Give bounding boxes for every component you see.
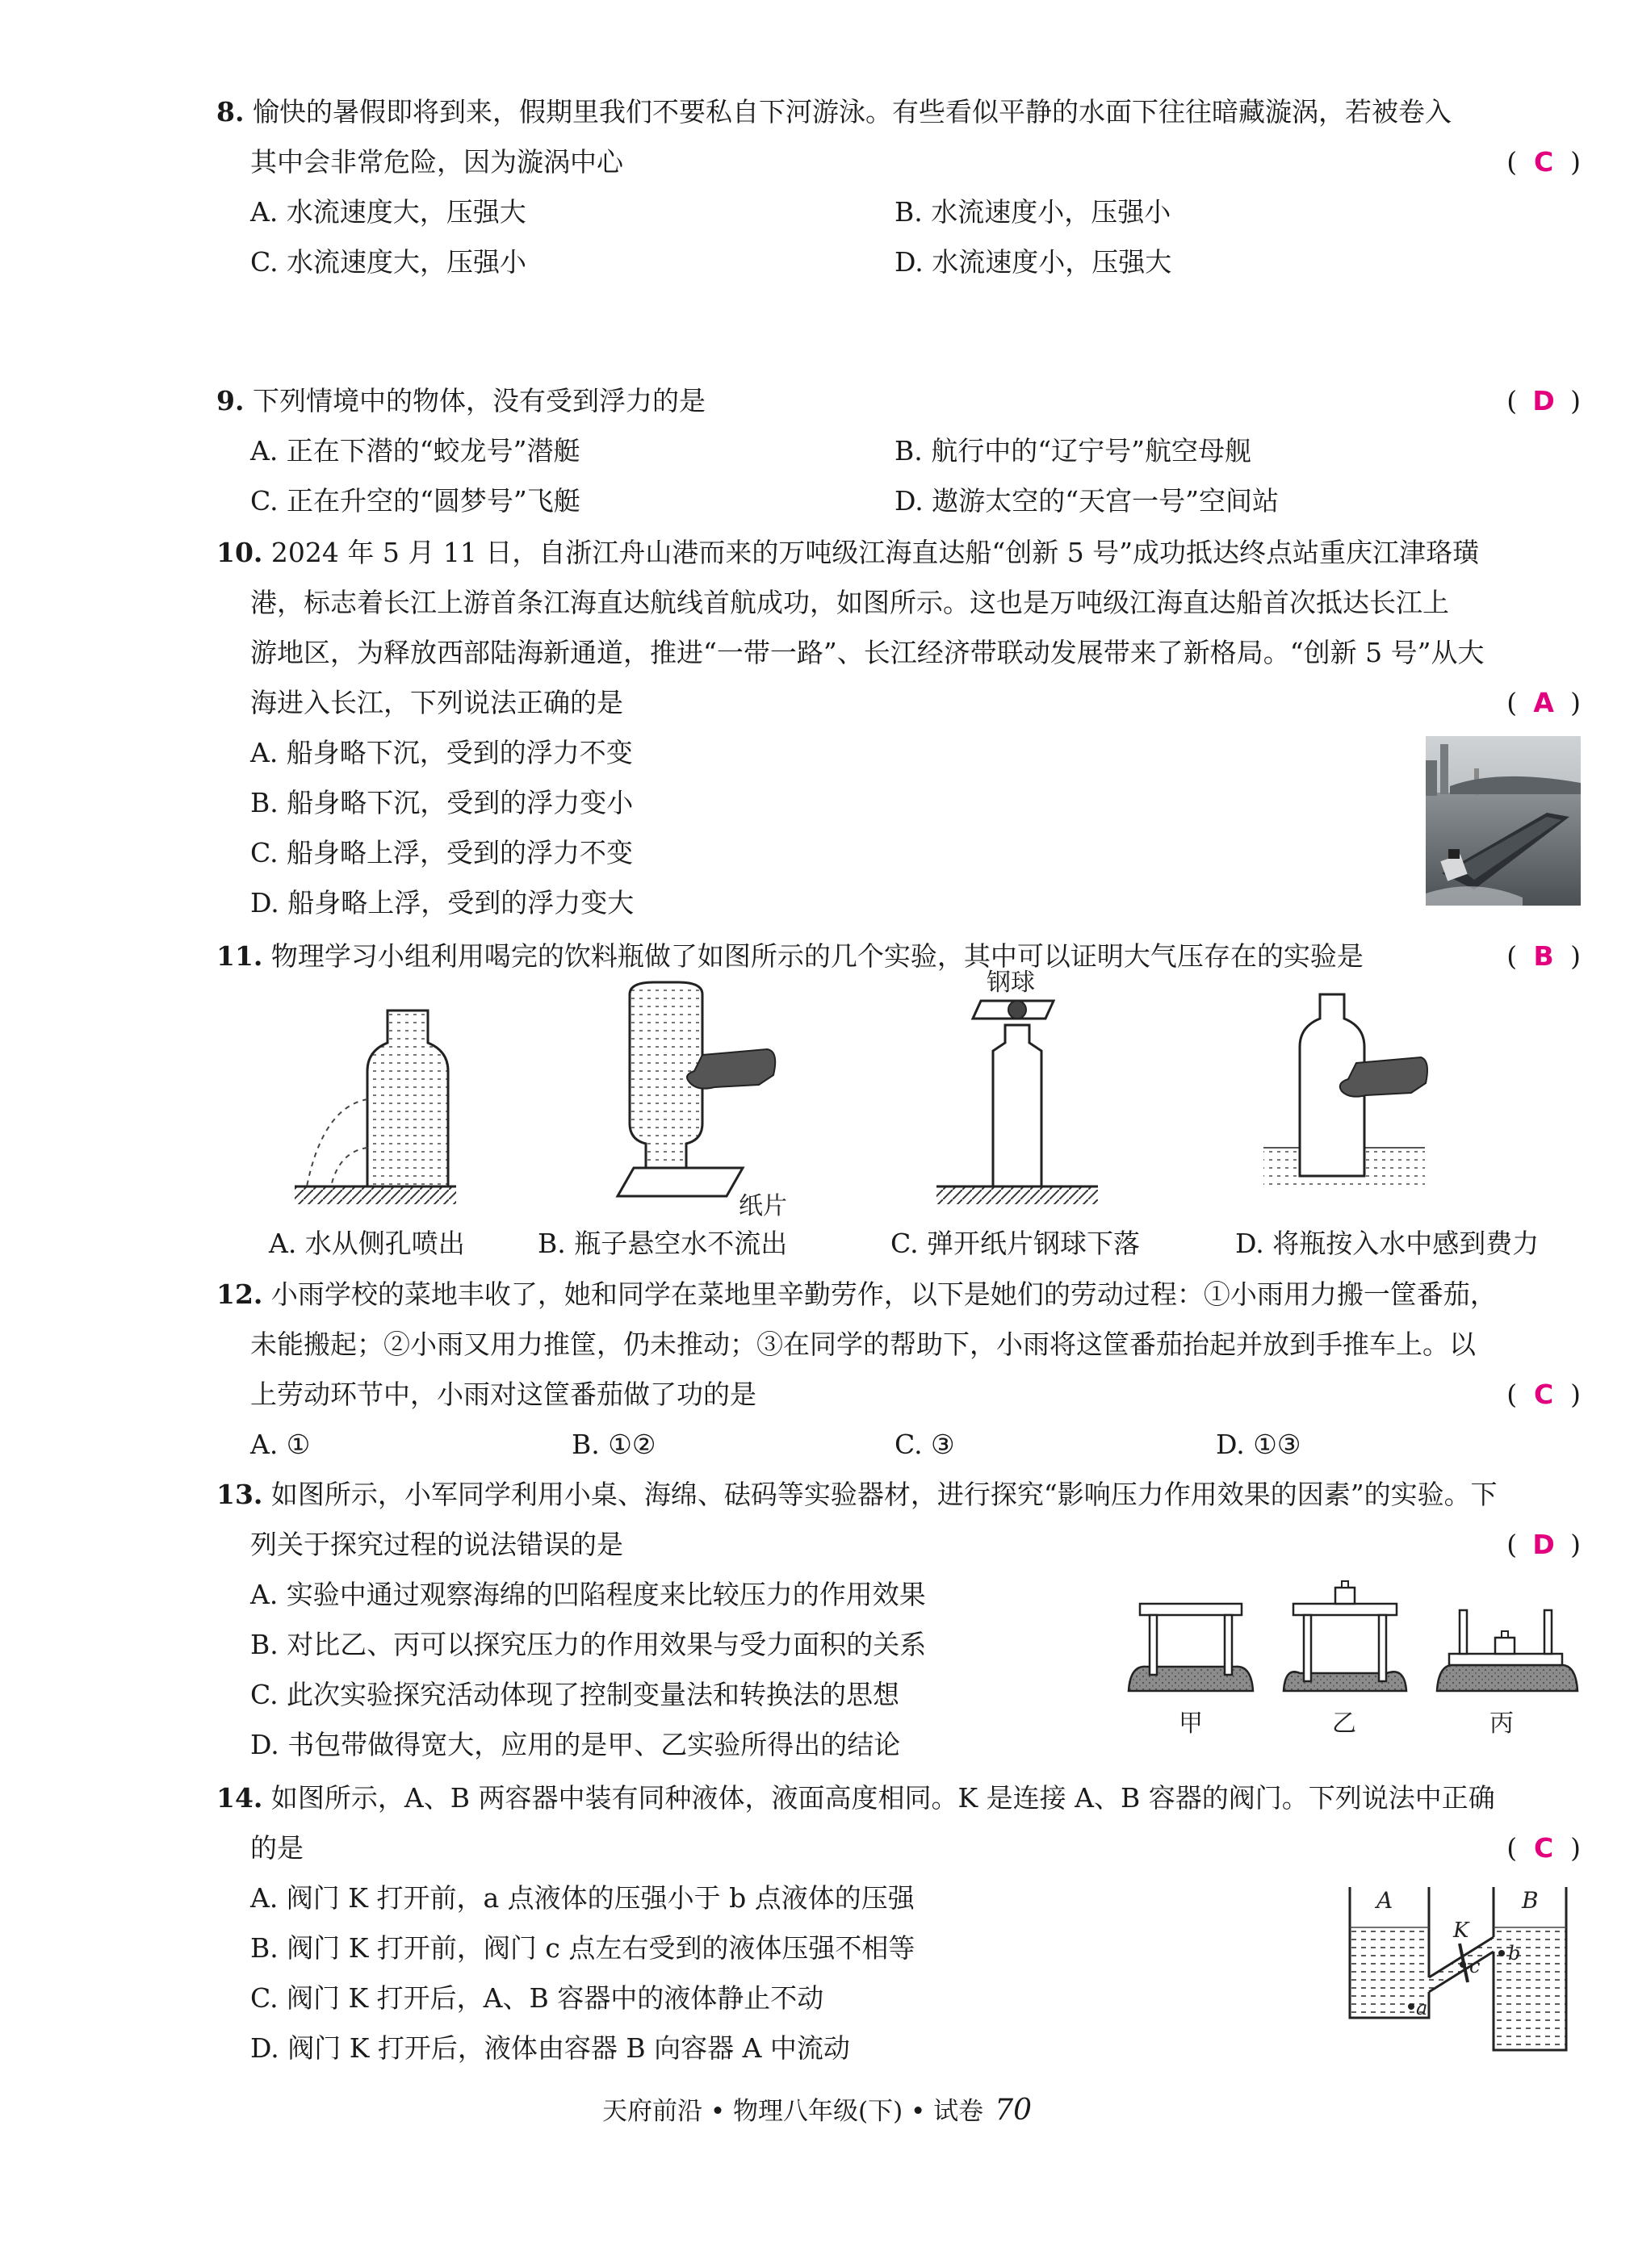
question-number: 12. [216, 1278, 263, 1310]
answer-letter: D [1532, 385, 1555, 416]
question-text: 未能搬起；②小雨又用力推筐，仍未推动；③在同学的帮助下，小雨将这筐番茄抬起并放到手推车上。以 [250, 1329, 1476, 1360]
option-b: B. 航行中的“辽宁号”航空母舰 [895, 435, 1251, 467]
option-a: A. 水流速度大，压强大 [250, 196, 526, 228]
option-a: A. 水从侧孔喷出 [269, 1228, 465, 1259]
question-text: 上劳动环节中，小雨对这筐番茄做了功的是 [250, 1379, 756, 1410]
answer-bracket: ( D ) [1506, 1520, 1581, 1570]
question-text: 愉快的暑假即将到来，假期里我们不要私自下河游泳。有些看似平静的水面下往往暗藏漩涡，若被卷入 [252, 96, 1452, 128]
bottle-side-hole [295, 1011, 456, 1204]
option-c: C. 水流速度大，压强小 [250, 246, 527, 278]
option-c: C. 正在升空的“圆梦号”飞艇 [250, 485, 580, 517]
label-jia: 甲 [1179, 1709, 1203, 1738]
bottle-steel-ball [936, 1001, 1098, 1204]
answer-bracket: ( C ) [1506, 1823, 1581, 1873]
option-a: A. 船身略下沉，受到的浮力不变 [250, 737, 633, 768]
answer-bracket: ( B ) [1506, 931, 1581, 981]
option-d: D. 遨游太空的“天宫一号”空间站 [895, 485, 1280, 517]
option-c: C. 阀门 K 打开后，A、B 容器中的液体静止不动 [250, 1982, 824, 2014]
answer-bracket: ( C ) [1506, 137, 1581, 187]
setup-bing [1437, 1610, 1577, 1691]
question-8 [216, 87, 1581, 287]
option-a: A. 阀门 K 打开前，a 点液体的压强小于 b 点液体的压强 [250, 1882, 915, 1914]
option-b: B. 水流速度小，压强小 [895, 196, 1171, 228]
ship-photo [1426, 736, 1581, 906]
question-text: 如图所示，A、B 两容器中装有同种液体，液面高度相同。K 是连接 A、B 容器的阀门。下列说法中正确 [270, 1782, 1495, 1814]
option-d: D. 书包带做得宽大，应用的是甲、乙实验所得出的结论 [250, 1729, 901, 1760]
label-point-b: b [1508, 1942, 1521, 1965]
question-number: 10. [216, 537, 263, 568]
option-d: D. 阀门 K 打开后，液体由容器 B 向容器 A 中流动 [250, 2032, 850, 2064]
setup-yi [1284, 1581, 1406, 1691]
option-c: C. 弹开纸片钢球下落 [890, 1228, 1141, 1259]
option-a: A. 实验中通过观察海绵的凹陷程度来比较压力的作用效果 [250, 1579, 926, 1610]
label-b-container: B [1522, 1887, 1539, 1914]
answer-letter: C [1534, 1379, 1554, 1410]
question-number: 11. [216, 940, 263, 972]
question-9 [216, 376, 1581, 526]
question-text: 列关于探究过程的说法错误的是 [250, 1529, 623, 1560]
label-point-c: c [1469, 1955, 1481, 1977]
question-text: 如图所示，小军同学利用小桌、海绵、砝码等实验器材，进行探究“影响压力作用效果的因素”的实验。下 [270, 1479, 1498, 1510]
label-k-valve: K [1453, 1919, 1469, 1943]
question-text: 小雨学校的菜地丰收了，她和同学在菜地里辛勤劳作，以下是她们的劳动过程：①小雨用力搬一筐番茄， [270, 1278, 1497, 1310]
bottle-experiments-figure [274, 969, 1582, 1220]
bottle-press-into-water [1263, 994, 1427, 1188]
bottle-inverted-paper [618, 982, 775, 1196]
option-d: D. 水流速度小，压强大 [895, 246, 1172, 278]
answer-letter: A [1533, 687, 1554, 718]
question-11 [216, 931, 1581, 981]
question-text: 海进入长江，下列说法正确的是 [250, 687, 623, 718]
label-point-a: a [1416, 1997, 1428, 2019]
option-a: A. ① [250, 1429, 311, 1460]
question-text: 下列情境中的物体，没有受到浮力的是 [252, 385, 706, 416]
question-text: 物理学习小组利用喝完的饮料瓶做了如图所示的几个实验，其中可以证明大气压存在的实验是 [270, 940, 1364, 972]
question-11-options [216, 1219, 1581, 1269]
question-number: 13. [216, 1479, 263, 1510]
answer-letter: C [1534, 146, 1554, 178]
question-number: 8. [216, 96, 245, 128]
question-number: 9. [216, 385, 245, 416]
question-text: 其中会非常危险，因为漩涡中心 [250, 146, 623, 178]
answer-bracket: ( C ) [1506, 1370, 1581, 1420]
question-text: 2024 年 5 月 11 日，自浙江舟山港而来的万吨级江海直达船“创新 5 号”成功抵达终点站重庆江津珞璜 [270, 537, 1480, 568]
option-b: B. 对比乙、丙可以探究压力的作用效果与受力面积的关系 [250, 1629, 927, 1660]
sponge-table-figure [1122, 1578, 1582, 1739]
option-d: D. ①③ [1216, 1429, 1301, 1460]
answer-letter: B [1533, 940, 1554, 972]
answer-letter: D [1532, 1529, 1555, 1560]
option-b: B. 瓶子悬空水不流出 [538, 1228, 788, 1259]
page-number: 70 [995, 2094, 1032, 2127]
option-b: B. ①② [572, 1429, 656, 1460]
question-number: 14. [216, 1782, 263, 1814]
label-paper: 纸片 [739, 1192, 787, 1220]
label-steel-ball: 钢球 [987, 969, 1035, 997]
label-bing: 丙 [1489, 1709, 1514, 1738]
question-12 [216, 1270, 1581, 1470]
option-b: B. 船身略下沉，受到的浮力变小 [250, 787, 634, 818]
answer-bracket: ( A ) [1506, 678, 1581, 728]
answer-bracket: ( D ) [1506, 376, 1581, 426]
option-c: C. 此次实验探究活动体现了控制变量法和转换法的思想 [250, 1679, 900, 1710]
question-text: 游地区，为释放西部陆海新通道，推进“一带一路”、长江经济带联动发展带来了新格局。“创新 5 号”从大 [250, 637, 1485, 668]
question-text: 的是 [250, 1832, 304, 1864]
option-b: B. 阀门 K 打开前，阀门 c 点左右受到的液体压强不相等 [250, 1932, 915, 1964]
label-yi: 乙 [1332, 1709, 1356, 1738]
option-c: C. 船身略上浮，受到的浮力不变 [250, 837, 634, 868]
setup-jia [1129, 1604, 1253, 1691]
page-footer [0, 2090, 1634, 2127]
question-text: 港，标志着长江上游首条江海直达航线首航成功，如图所示。这也是万吨级江海直达船首次抵达长江上 [250, 587, 1449, 618]
footer-text: 天府前沿 • 物理八年级(下) • 试卷 [602, 2097, 984, 2126]
question-10 [216, 528, 1581, 928]
option-c: C. ③ [895, 1429, 955, 1460]
label-a-container: A [1376, 1887, 1393, 1914]
option-d: D. 将瓶按入水中感到费力 [1235, 1228, 1540, 1259]
option-a: A. 正在下潜的“蛟龙号”潜艇 [250, 435, 580, 467]
answer-letter: C [1534, 1832, 1554, 1864]
option-d: D. 船身略上浮，受到的浮力变大 [250, 887, 635, 918]
connected-containers-figure [1340, 1879, 1582, 2065]
